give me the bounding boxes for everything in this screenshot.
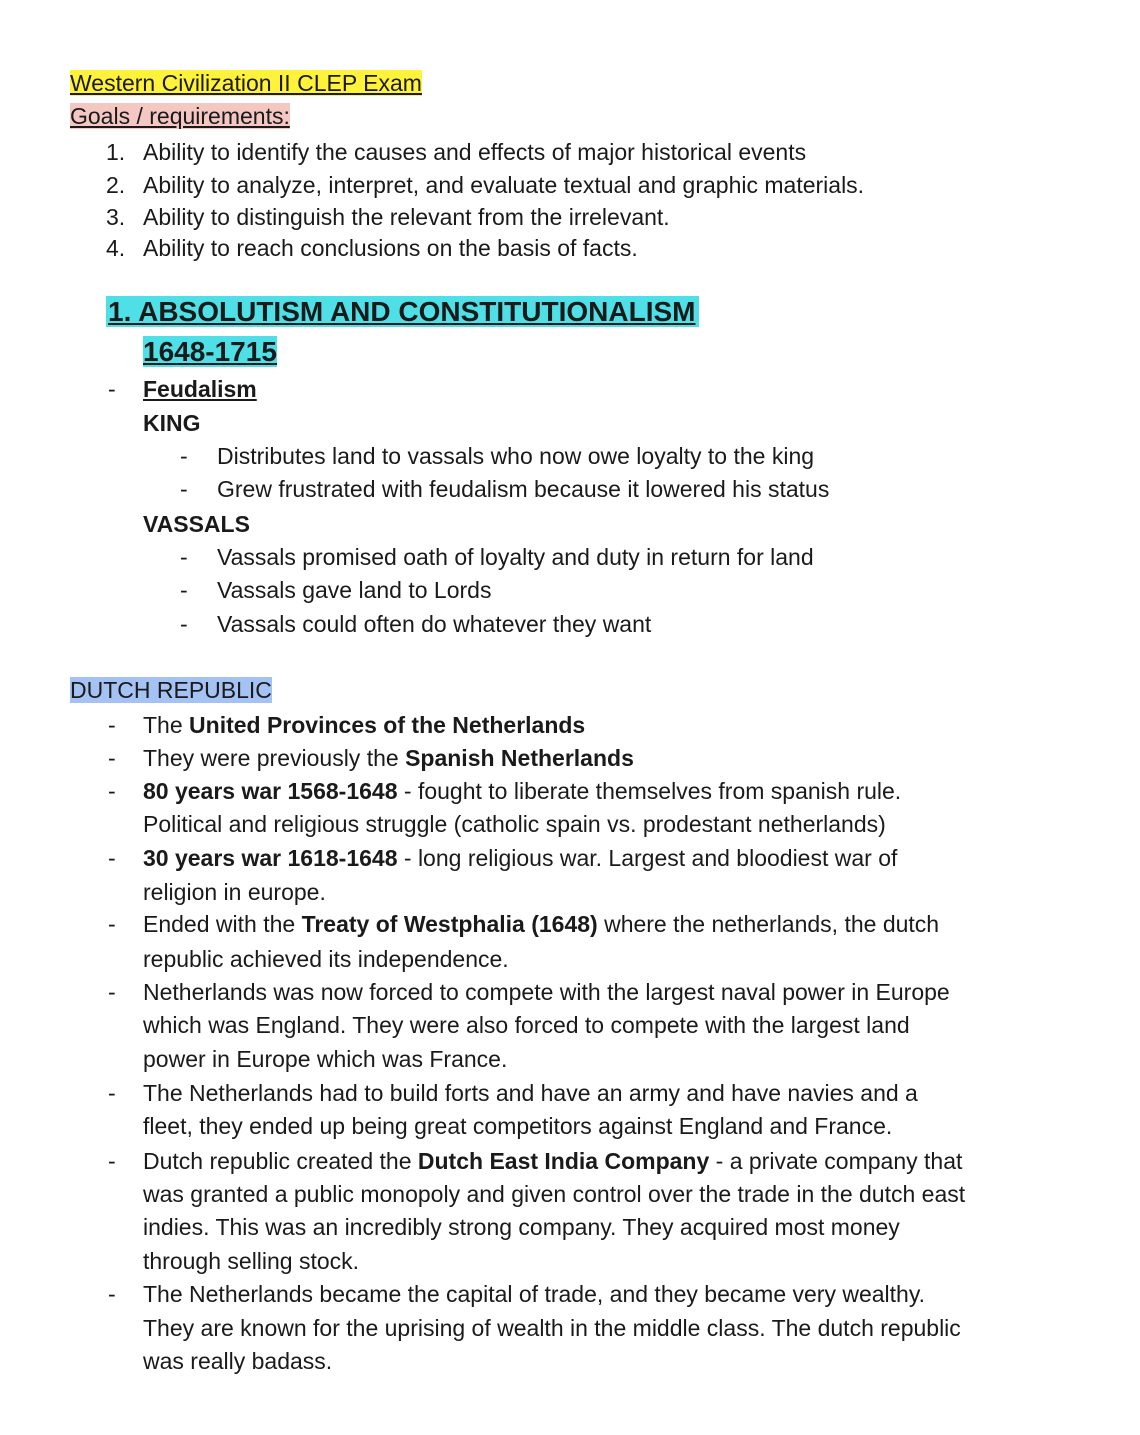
bold-run: Treaty of Westphalia (1648)	[301, 911, 598, 937]
section1-years: 1648-1715	[143, 336, 277, 367]
section1-heading-highlight	[106, 296, 699, 327]
goal-text: Ability to analyze, interpret, and evaluate textual and graphic materials.	[143, 172, 865, 198]
dutch-bullet-continuation: indies. This was an incredibly strong company. They acquired most money	[143, 1214, 900, 1240]
dutch-bullet-continuation: through selling stock.	[143, 1248, 360, 1274]
king-item-text: Grew frustrated with feudalism because it lowered his status	[217, 476, 830, 502]
bold-run: 80 years war 1568-1648	[143, 778, 398, 804]
dutch-bullet-text: The Netherlands became the capital of trade, and they became very wealthy.	[143, 1281, 926, 1307]
goal-number: 2.	[106, 172, 126, 198]
dutch-bullet-continuation: fleet, they ended up being great competitors against England and France.	[143, 1113, 893, 1139]
dutch-bullet-continuation: They are known for the uprising of wealth in the middle class. The dutch republic	[143, 1315, 961, 1341]
dutch-heading: DUTCH REPUBLIC	[70, 677, 272, 703]
bullet-dash: -	[108, 1148, 116, 1174]
text-run: The	[143, 712, 190, 738]
dutch-bullet-text: The Netherlands had to build forts and have an army and have navies and a	[143, 1080, 918, 1106]
document-title-line	[70, 68, 422, 98]
vassals-heading: VASSALS	[143, 511, 250, 537]
bold-run: Dutch East India Company	[417, 1148, 710, 1174]
king-heading: KING	[143, 410, 201, 436]
bullet-dash: -	[108, 712, 116, 738]
bold-run: Spanish Netherlands	[405, 745, 634, 771]
king-item-text: Distributes land to vassals who now owe loyalty to the king	[217, 443, 815, 469]
bullet-dash: -	[180, 577, 188, 603]
dutch-bullet-text: Netherlands was now forced to compete with the largest naval power in Europe	[143, 979, 950, 1005]
goals-heading-line	[70, 101, 290, 131]
dutch-bullet-text	[143, 710, 585, 740]
dutch-bullet-text	[143, 776, 901, 806]
section1-heading-line	[106, 294, 699, 330]
vassal-item-text: Vassals could often do whatever they want	[217, 611, 652, 637]
section1-title: ABSOLUTISM AND CONSTITUTIONALISM	[138, 296, 696, 327]
bullet-dash: -	[180, 476, 188, 502]
bullet-dash: -	[108, 745, 116, 771]
goals-heading: Goals / requirements:	[70, 103, 290, 129]
section1-years-line	[143, 334, 277, 370]
dutch-heading-line	[70, 675, 272, 705]
bullet-dash: -	[180, 544, 188, 570]
bullet-dash: -	[108, 1080, 116, 1106]
dutch-bullet-text	[143, 843, 897, 873]
document-title: Western Civilization II CLEP Exam	[70, 70, 422, 96]
bold-run: 30 years war 1618-1648	[143, 845, 398, 871]
dutch-bullet-continuation: was really badass.	[143, 1348, 333, 1374]
bullet-dash: -	[108, 979, 116, 1005]
dutch-bullet-continuation: religion in europe.	[143, 879, 326, 905]
text-run: - fought to liberate themselves from spanish rule.	[397, 778, 902, 804]
goal-text: Ability to identify the causes and effects of major historical events	[143, 139, 807, 165]
section1-number: 1.	[108, 296, 132, 327]
goal-text: Ability to reach conclusions on the basis of facts.	[143, 235, 638, 261]
text-run: - a private company that	[709, 1148, 963, 1174]
bullet-dash: -	[180, 443, 188, 469]
dutch-bullet-text	[143, 1146, 962, 1176]
dutch-bullet-text	[143, 743, 634, 773]
goal-number: 4.	[106, 235, 126, 261]
goal-number: 3.	[106, 204, 126, 230]
vassal-item-text: Vassals gave land to Lords	[217, 577, 492, 603]
text-run: Dutch republic created the	[143, 1148, 418, 1174]
bold-run: United Provinces of the Netherlands	[189, 712, 586, 738]
bullet-dash: -	[108, 778, 116, 804]
goal-text: Ability to distinguish the relevant from the irrelevant.	[143, 204, 670, 230]
goal-number: 1.	[106, 139, 126, 165]
vassal-item-text: Vassals promised oath of loyalty and duty in return for land	[217, 544, 814, 570]
dutch-bullet-continuation: power in Europe which was France.	[143, 1046, 508, 1072]
feudalism-label: Feudalism	[143, 376, 257, 402]
dutch-bullet-continuation: Political and religious struggle (catholic spain vs. prodestant netherlands)	[143, 811, 886, 837]
dutch-bullet-continuation: which was England. They were also forced to compete with the largest land	[143, 1012, 910, 1038]
text-run: Ended with the	[143, 911, 302, 937]
dutch-bullet-continuation: was granted a public monopoly and given control over the trade in the dutch east	[143, 1181, 966, 1207]
text-run: They were previously the	[143, 745, 406, 771]
dutch-bullet-continuation: republic achieved its independence.	[143, 946, 509, 972]
bullet-dash: -	[108, 911, 116, 937]
bullet-dash: -	[108, 845, 116, 871]
bullet-dash: -	[108, 1281, 116, 1307]
bullet-dash: -	[108, 376, 116, 402]
dutch-bullet-text	[143, 909, 939, 939]
bullet-dash: -	[180, 611, 188, 637]
text-run: where the netherlands, the dutch	[597, 911, 940, 937]
text-run: - long religious war. Largest and bloodiest war of	[397, 845, 898, 871]
